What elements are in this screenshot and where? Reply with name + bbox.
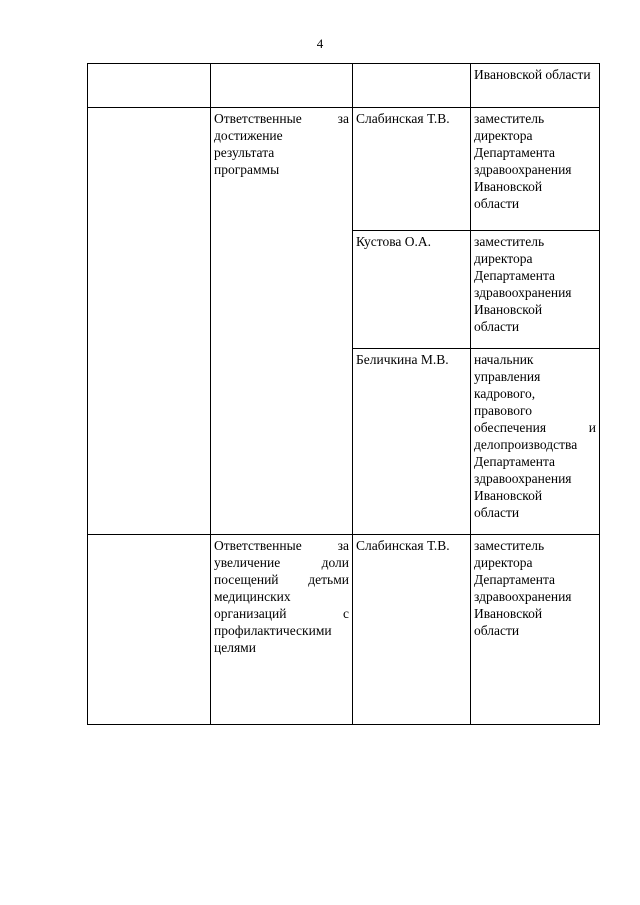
position-line: области — [474, 623, 520, 638]
position-line: Ивановской — [474, 179, 543, 194]
table-row — [88, 108, 600, 231]
position-line: заместитель — [474, 234, 545, 249]
table-row — [88, 535, 600, 725]
responsibility-table — [87, 63, 600, 725]
position-line: правового — [474, 403, 532, 418]
position-line: области — [474, 196, 520, 211]
position-line: Департамента — [474, 572, 556, 587]
table-cell-empty — [211, 64, 353, 108]
position-line: Ивановской — [474, 488, 543, 503]
position-cell — [471, 535, 600, 725]
position-line: обеспечения и — [474, 420, 596, 435]
responsibility-line: увеличение доли — [214, 555, 349, 570]
position-line: Департамента — [474, 145, 556, 160]
position-line: Ивановской — [474, 606, 543, 621]
person-name-cell: Беличкина М.В. — [353, 349, 471, 535]
table-cell-empty — [88, 535, 211, 725]
responsibility-line: результата — [214, 145, 275, 160]
position-cell — [471, 231, 600, 349]
position-line: директора — [474, 555, 533, 570]
position-line: здравоохранения — [474, 471, 572, 486]
position-line: здравоохранения — [474, 589, 572, 604]
position-line: области — [474, 505, 520, 520]
responsibility-line: Ответственные за — [214, 111, 349, 126]
position-line: кадрового, — [474, 386, 536, 401]
table-row — [88, 64, 600, 108]
position-line: области — [474, 319, 520, 334]
position-line: Департамента — [474, 454, 556, 469]
responsibility-cell — [211, 108, 353, 535]
position-line: начальник — [474, 352, 534, 367]
person-name-cell: Слабинская Т.В. — [353, 535, 471, 725]
table-cell-empty — [88, 108, 211, 535]
page-number: 4 — [316, 36, 324, 51]
position-cell — [471, 349, 600, 535]
position-line: заместитель — [474, 111, 545, 126]
responsibility-line: программы — [214, 162, 280, 177]
person-name-cell: Слабинская Т.В. — [353, 108, 471, 231]
position-line: управления — [474, 369, 541, 384]
responsibility-line: достижение — [214, 128, 283, 143]
responsibility-line: целями — [214, 640, 256, 655]
responsibility-line: медицинских — [214, 589, 291, 604]
person-name-cell: Кустова О.А. — [353, 231, 471, 349]
responsibility-line: посещений детьми — [214, 572, 349, 587]
position-line: здравоохранения — [474, 162, 572, 177]
responsibility-cell — [211, 535, 353, 725]
position-line: Ивановской — [474, 302, 543, 317]
position-line: директора — [474, 251, 533, 266]
position-line: делопроизводства — [474, 437, 578, 452]
table-cell-empty — [353, 64, 471, 108]
position-line: Департамента — [474, 268, 556, 283]
responsibility-line: Ответственные за — [214, 538, 349, 553]
position-cell: Ивановской области — [471, 64, 600, 108]
position-line: директора — [474, 128, 533, 143]
responsibility-line: организаций с — [214, 606, 349, 621]
table-cell-empty — [88, 64, 211, 108]
position-line: здравоохранения — [474, 285, 572, 300]
responsibility-line: профилактическими — [214, 623, 332, 638]
position-line: заместитель — [474, 538, 545, 553]
position-cell — [471, 108, 600, 231]
